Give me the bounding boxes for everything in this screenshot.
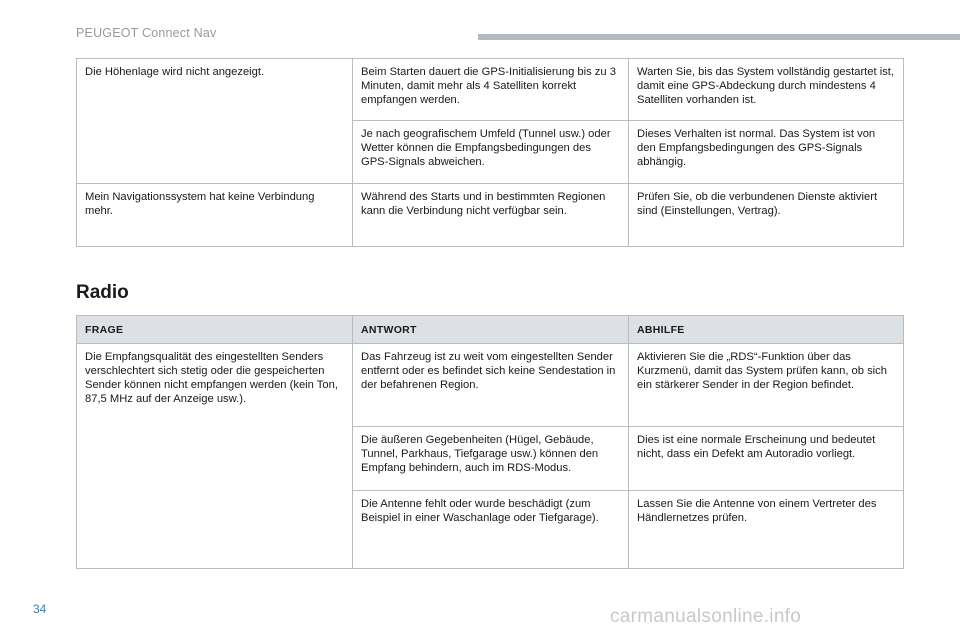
document-header-title: PEUGEOT Connect Nav xyxy=(76,26,217,40)
antwort-cell: Die äußeren Gegebenheiten (Hügel, Gebäude, Tunnel, Parkhaus, Tiefgarage usw.) können den Empfang behindern, auch im RDS-Modus. xyxy=(353,427,629,491)
abhilfe-cell: Aktivieren Sie die „RDS“-Funktion über das Kurzmenü, damit das System prüfen kann, ob sich ein stärkerer Sender in der Region befindet. xyxy=(629,344,904,427)
section-title-radio: Radio xyxy=(76,282,129,303)
antwort-cell: Die Antenne fehlt oder wurde beschädigt (zum Beispiel in einer Waschanlage oder Tiefgarage). xyxy=(353,491,629,569)
abhilfe-cell: Lassen Sie die Antenne von einem Vertreter des Händlernetzes prüfen. xyxy=(629,491,904,569)
table-row xyxy=(77,59,904,121)
column-header-abhilfe: ABHILFE xyxy=(629,316,904,344)
gps-troubleshooting-table xyxy=(76,58,904,247)
abhilfe-cell: Dieses Verhalten ist normal. Das System ist von den Empfangsbedingungen des GPS-Signals abhängig. xyxy=(629,121,904,184)
frage-cell: Die Höhenlage wird nicht angezeigt. xyxy=(77,59,353,121)
antwort-cell: Während des Starts und in bestimmten Regionen kann die Verbindung nicht verfügbar sein. xyxy=(353,184,629,247)
header-decorative-bar xyxy=(478,34,960,40)
table-row xyxy=(77,121,904,184)
antwort-cell: Das Fahrzeug ist zu weit vom eingestellten Sender entfernt oder es befindet sich keine Sendestation in der befahrenen Region. xyxy=(353,344,629,427)
table-row xyxy=(77,184,904,247)
frage-cell xyxy=(77,121,353,184)
abhilfe-cell: Prüfen Sie, ob die verbundenen Dienste aktiviert sind (Einstellungen, Vertrag). xyxy=(629,184,904,247)
radio-troubleshooting-table xyxy=(76,315,904,569)
abhilfe-cell: Warten Sie, bis das System vollständig gestartet ist, damit eine GPS-Abdeckung durch mindestens 4 Satelliten vorhanden ist. xyxy=(629,59,904,121)
antwort-cell: Je nach geografischem Umfeld (Tunnel usw.) oder Wetter können die Empfangsbedingungen des GPS-Signals abweichen. xyxy=(353,121,629,184)
watermark: carmanualsonline.info xyxy=(610,606,802,627)
abhilfe-cell: Dies ist eine normale Erscheinung und bedeutet nicht, dass ein Defekt am Autoradio vorliegt. xyxy=(629,427,904,491)
frage-cell: Die Empfangsqualität des eingestellten Senders verschlechtert sich stetig oder die gespeicherten Sender können nicht empfangen werden (kein Ton, 87,5 MHz auf der Anzeige usw.). xyxy=(77,344,353,569)
antwort-cell: Beim Starten dauert die GPS-Initialisierung bis zu 3 Minuten, damit mehr als 4 Satelliten korrekt empfangen werden. xyxy=(353,59,629,121)
column-header-frage: FRAGE xyxy=(77,316,353,344)
page-number: 34 xyxy=(33,602,47,616)
frage-cell: Mein Navigationssystem hat keine Verbindung mehr. xyxy=(77,184,353,247)
column-header-antwort: ANTWORT xyxy=(353,316,629,344)
table-header-row xyxy=(77,316,904,344)
table-row xyxy=(77,344,904,427)
